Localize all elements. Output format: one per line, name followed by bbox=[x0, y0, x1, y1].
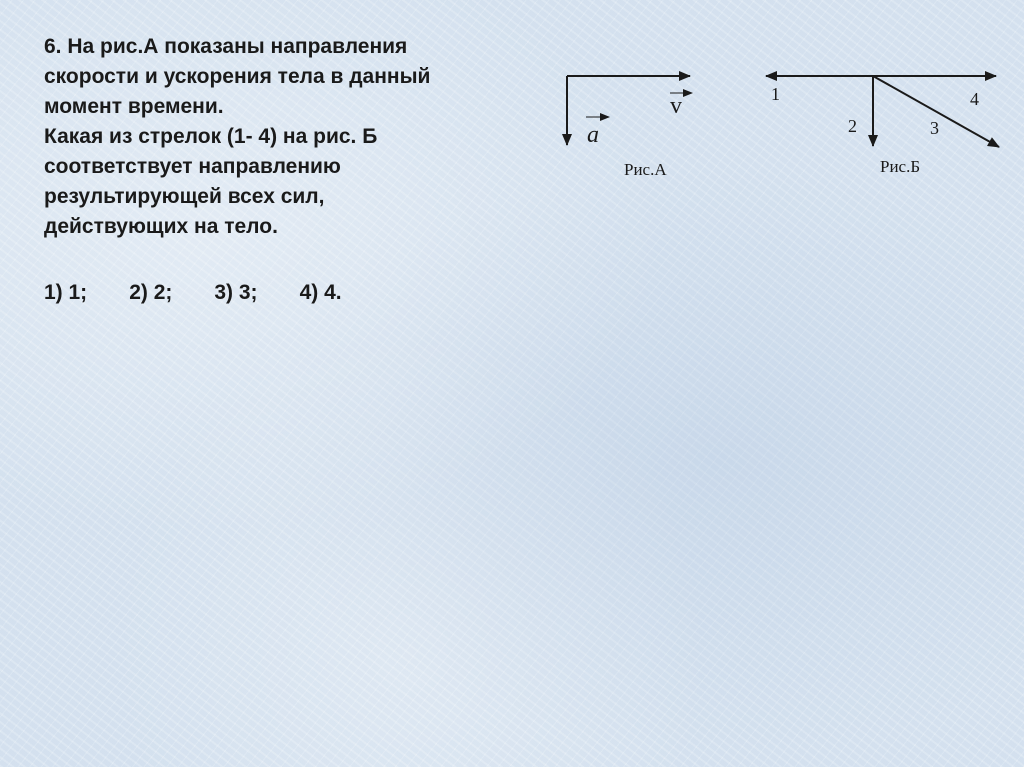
figure-b-caption: Рис.Б bbox=[880, 157, 921, 176]
question-line: соответствует направлению bbox=[44, 155, 341, 178]
arrow-4-label: 4 bbox=[970, 89, 979, 109]
answer-option-1: 1) 1; bbox=[44, 281, 88, 304]
figure-a-caption: Рис.А bbox=[624, 160, 667, 179]
figure-b bbox=[766, 76, 999, 176]
question-line: скорости и ускорения тела в данный bbox=[44, 65, 431, 88]
question-line: Какая из стрелок (1- 4) на рис. Б bbox=[44, 125, 378, 148]
velocity-label: v bbox=[670, 93, 682, 119]
question-line: 6. На рис.А показаны направления bbox=[44, 35, 408, 58]
arrow-3-label: 3 bbox=[930, 118, 939, 138]
answer-option-4: 4) 4. bbox=[299, 281, 342, 304]
arrow-2-label: 2 bbox=[848, 116, 857, 136]
question-line: момент времени. bbox=[44, 95, 224, 118]
arrow-1-label: 1 bbox=[771, 84, 780, 104]
figure-a bbox=[567, 76, 692, 179]
answer-option-2: 2) 2; bbox=[129, 281, 173, 304]
answer-option-3: 3) 3; bbox=[214, 281, 258, 304]
acceleration-label: a bbox=[587, 122, 599, 148]
question-line: результирующей всех сил, bbox=[44, 185, 325, 208]
question-line: действующих на тело. bbox=[44, 215, 278, 238]
